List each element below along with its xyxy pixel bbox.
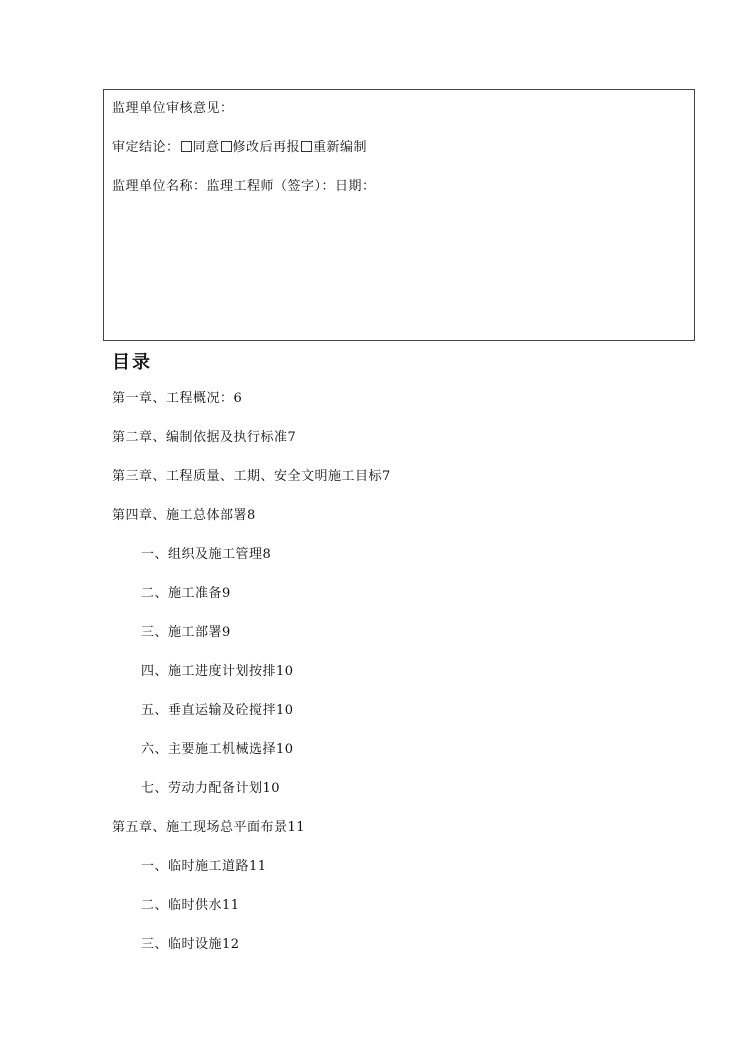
checkbox-revise[interactable] [221,141,232,152]
option-revise-label: 修改后再报 [232,140,301,155]
toc-section-5-3[interactable]: 三、临时设施12 [141,937,240,952]
review-opinion-label: 监理单位审核意见： [112,101,234,116]
toc-chapter-1[interactable]: 第一章、工程概况：6 [112,391,243,406]
toc-section-5-2[interactable]: 二、临时供水11 [141,898,240,913]
option-agree-label: 同意 [192,140,220,155]
toc-title: 目录 [112,352,152,373]
toc-section-4-6[interactable]: 六、主要施工机械选择10 [141,742,294,757]
checkbox-recompile[interactable] [301,141,312,152]
checkbox-agree[interactable] [181,141,192,152]
toc-chapter-2[interactable]: 第二章、编制依据及执行标准7 [112,430,297,445]
review-box [103,89,695,341]
conclusion-prefix: 审定结论： [112,140,180,155]
toc-section-4-1[interactable]: 一、组织及施工管理8 [141,547,272,562]
toc-section-4-3[interactable]: 三、施工部署9 [141,625,231,640]
toc-chapter-4[interactable]: 第四章、施工总体部署8 [112,508,256,523]
toc-chapter-5[interactable]: 第五章、施工现场总平面布景11 [112,820,306,835]
toc-section-4-2[interactable]: 二、施工准备9 [141,586,231,601]
toc-section-4-4[interactable]: 四、施工进度计划按排10 [141,664,294,679]
toc-chapter-3[interactable]: 第三章、工程质量、工期、安全文明施工目标7 [112,469,391,484]
toc-section-4-5[interactable]: 五、垂直运输及砼搅拌10 [141,703,294,718]
review-conclusion-line [112,140,367,156]
toc-section-4-7[interactable]: 七、劳动力配备计划10 [141,781,281,796]
signature-line: 监理单位名称：监理工程师（签字）：日期： [112,179,376,194]
option-recompile-label: 重新编制 [313,140,368,155]
toc-section-5-1[interactable]: 一、临时施工道路11 [141,859,267,874]
